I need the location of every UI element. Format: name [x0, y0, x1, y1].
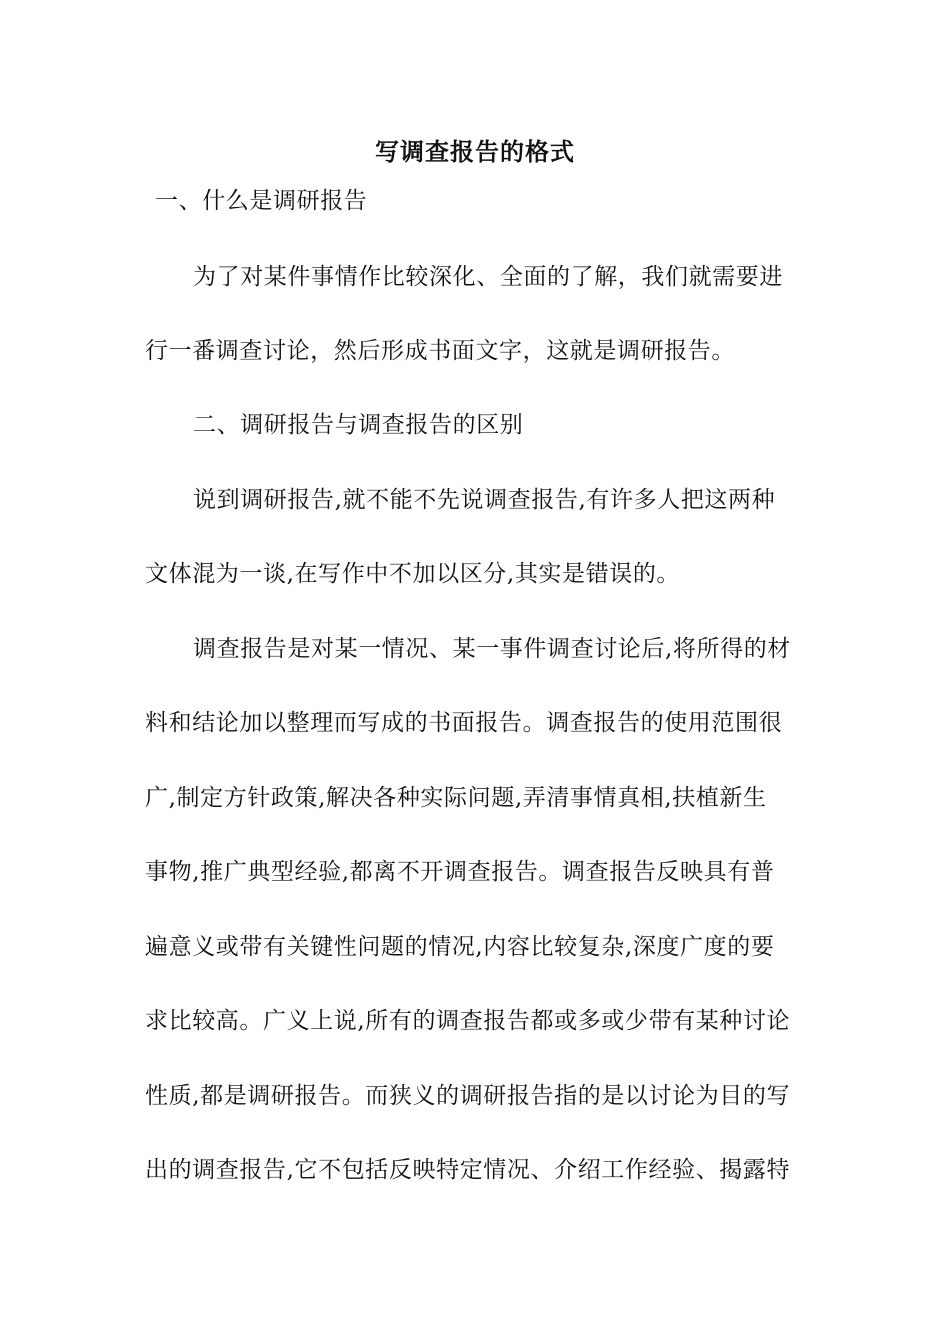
paragraph-line: 出的调查报告,它不包括反映特定情况、介绍工作经验、揭露特 — [145, 1157, 791, 1183]
paragraph-line: 文体混为一谈,在写作中不加以区分,其实是错误的。 — [145, 561, 681, 587]
paragraph-line: 遍意义或带有关键性问题的情况,内容比较复杂,深度广度的要 — [145, 934, 775, 960]
paragraph-line: 行一番调查讨论，然后形成书面文字，这就是调研报告。 — [145, 338, 735, 364]
paragraph-line: 求比较高。广义上说,所有的调查报告都或多或少带有某种讨论 — [145, 1008, 791, 1034]
paragraph-line: 调查报告是对某一情况、某一事件调查讨论后,将所得的材 — [193, 636, 791, 662]
paragraph-line: 性质,都是调研报告。而狭义的调研报告指的是以讨论为目的写 — [145, 1083, 791, 1109]
paragraph-line: 为了对某件事情作比较深化、全面的了解，我们就需要进 — [193, 264, 783, 290]
paragraph-line: 说到调研报告,就不能不先说调查报告,有许多人把这两种 — [193, 487, 776, 513]
paragraph-line: 事物,推广典型经验,都离不开调查报告。调查报告反映具有普 — [145, 859, 775, 885]
paragraph-line: 广,制定方针政策,解决各种实际问题,弄清事情真相,扶植新生 — [145, 785, 767, 811]
document-title: 写调查报告的格式 — [375, 137, 575, 166]
paragraph-line: 料和结论加以整理而写成的书面报告。调查报告的使用范围很 — [145, 710, 783, 736]
section-heading-2: 二、调研报告与调查报告的区别 — [193, 412, 524, 438]
section-heading-1: 一、什么是调研报告 — [155, 188, 368, 214]
